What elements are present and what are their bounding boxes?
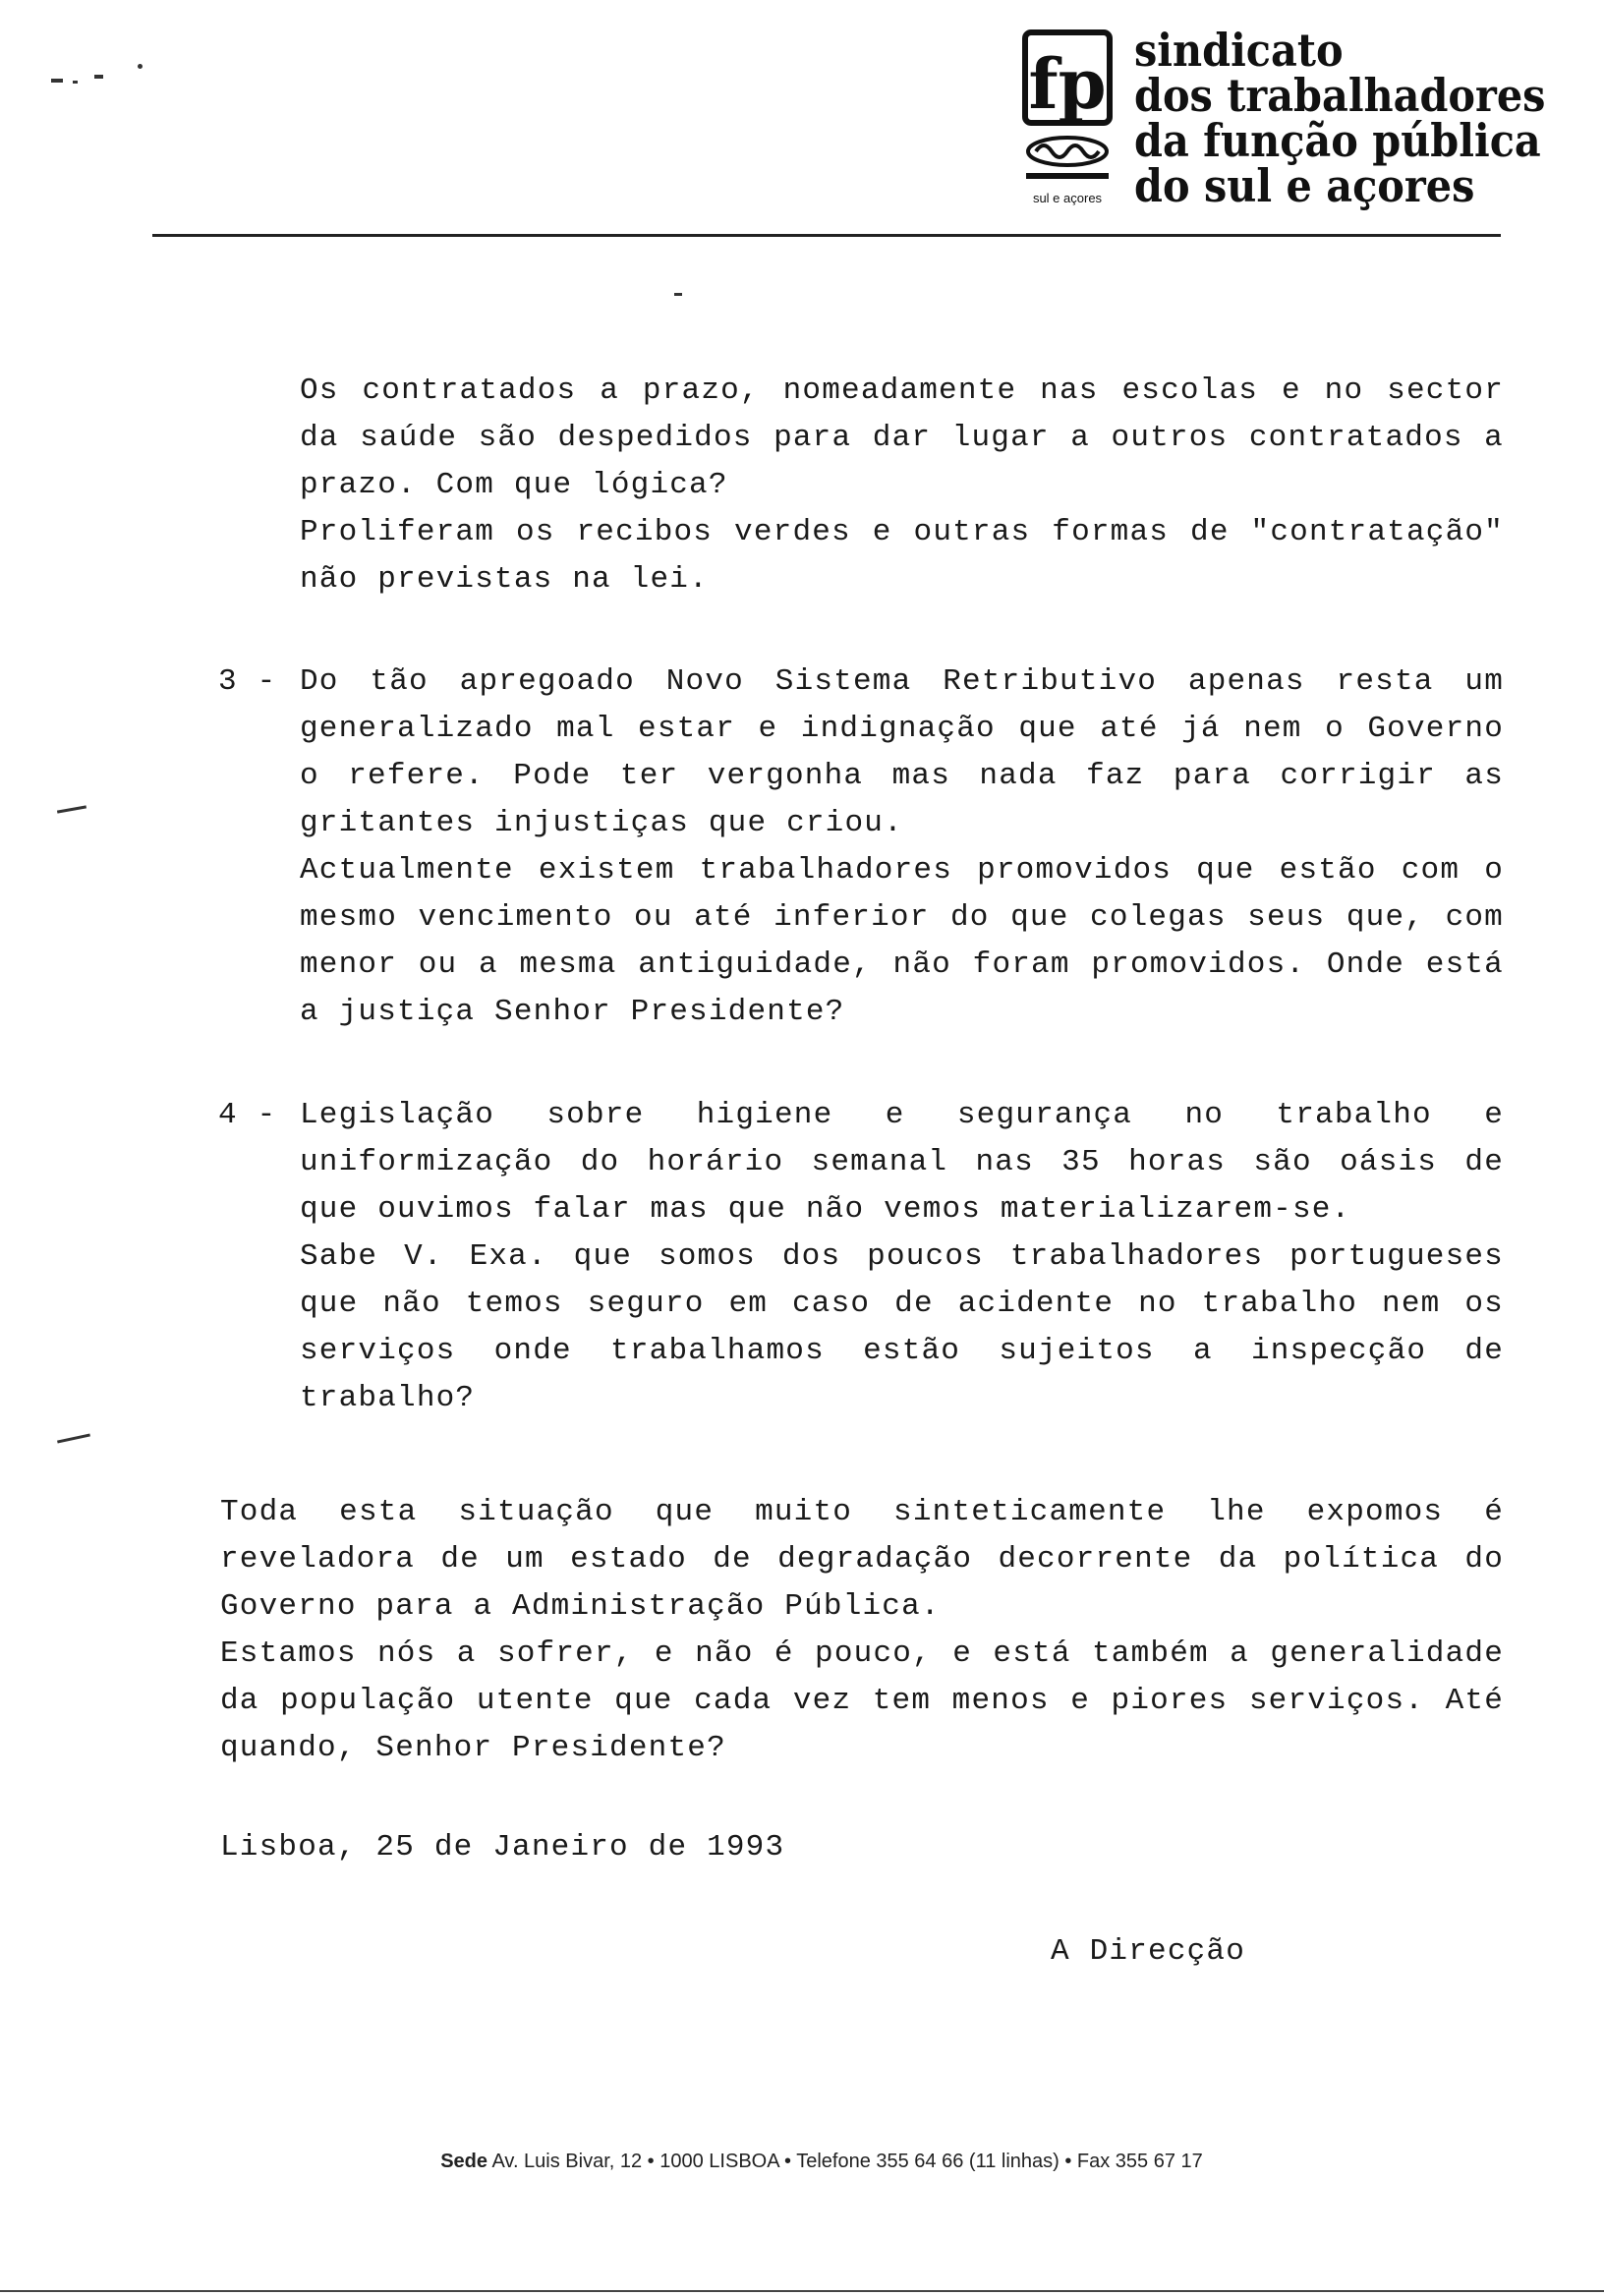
signature: A Direcção bbox=[1051, 1934, 1246, 1969]
scan-mark bbox=[94, 75, 103, 79]
paragraph: Do tão apregoado Novo Sistema Retributivo apenas resta um generalizado mal estar e indignação que até já nem o Governo o refere. Pode ter vergonha mas nada faz para corrigir as gritantes injustiças que criou. bbox=[300, 664, 1504, 840]
org-name-line: do sul e açores bbox=[1134, 159, 1475, 212]
scan-mark bbox=[0, 2290, 1604, 2292]
paragraph-block bbox=[300, 1092, 1504, 1422]
org-name-line: da função pública bbox=[1134, 114, 1541, 167]
footer-address bbox=[0, 2151, 1604, 2173]
paragraph: Sabe V. Exa. que somos dos poucos trabalhadores portugueses que não temos seguro em caso de acidente no trabalho nem os serviços onde trabalhamos estão sujeitos a inspecção de trabalho? bbox=[300, 1239, 1504, 1415]
footer-label: Sede bbox=[440, 2151, 487, 2172]
paragraph: Proliferam os recibos verdes e outras formas de "contratação" não previstas na lei. bbox=[300, 515, 1504, 597]
union-logo bbox=[1022, 29, 1113, 211]
paragraph: Actualmente existem trabalhadores promovidos que estão com o mesmo vencimento ou até inferior do que colegas seus que, com menor ou a mesma antiguidade, não foram promovidos. Onde está a justiça Senhor Presidente? bbox=[300, 853, 1504, 1029]
scan-mark bbox=[674, 293, 682, 296]
paragraph: Estamos nós a sofrer, e não é pouco, e está também a generalidade da população utente que cada vez tem menos e piores serviços. Até quando, Senhor Presidente? bbox=[220, 1636, 1504, 1765]
scan-mark bbox=[51, 79, 63, 83]
footer-text: Av. Luis Bivar, 12 • 1000 LISBOA • Telefone 355 64 66 (11 linhas) • Fax 355 67 17 bbox=[491, 2151, 1203, 2172]
scan-mark bbox=[57, 1433, 90, 1443]
header-divider bbox=[152, 234, 1501, 237]
paragraph: Os contratados a prazo, nomeadamente nas escolas e no sector da saúde são despedidos para dar lugar a outros contratados a prazo. Com que lógica? bbox=[300, 373, 1504, 502]
scan-mark bbox=[138, 64, 143, 69]
paragraph: Legislação sobre higiene e segurança no trabalho e uniformização do horário semanal nas 35 horas são oásis de que ouvimos falar mas que não vemos materializarem-se. bbox=[300, 1098, 1504, 1227]
organization-name bbox=[1134, 24, 1546, 212]
paragraph-block bbox=[300, 368, 1504, 603]
item-number: 4 - bbox=[218, 1098, 277, 1132]
letterhead bbox=[1022, 24, 1573, 214]
org-name-line: sindicato bbox=[1134, 24, 1344, 77]
svg-text:fp: fp bbox=[1028, 43, 1107, 125]
item-number: 3 - bbox=[218, 664, 277, 699]
scan-mark bbox=[73, 81, 78, 84]
letter-date: Lisboa, 25 de Janeiro de 1993 bbox=[220, 1830, 785, 1865]
paragraph-block bbox=[220, 1489, 1504, 1772]
svg-text:sul e açores: sul e açores bbox=[1032, 191, 1103, 205]
paragraph-block bbox=[300, 659, 1504, 1036]
org-name-line: dos trabalhadores bbox=[1134, 69, 1546, 122]
paragraph: Toda esta situação que muito sinteticamente lhe expomos é reveladora de um estado de degradação decorrente da política do Governo para a Administração Pública. bbox=[220, 1495, 1504, 1624]
scan-mark bbox=[57, 805, 86, 813]
